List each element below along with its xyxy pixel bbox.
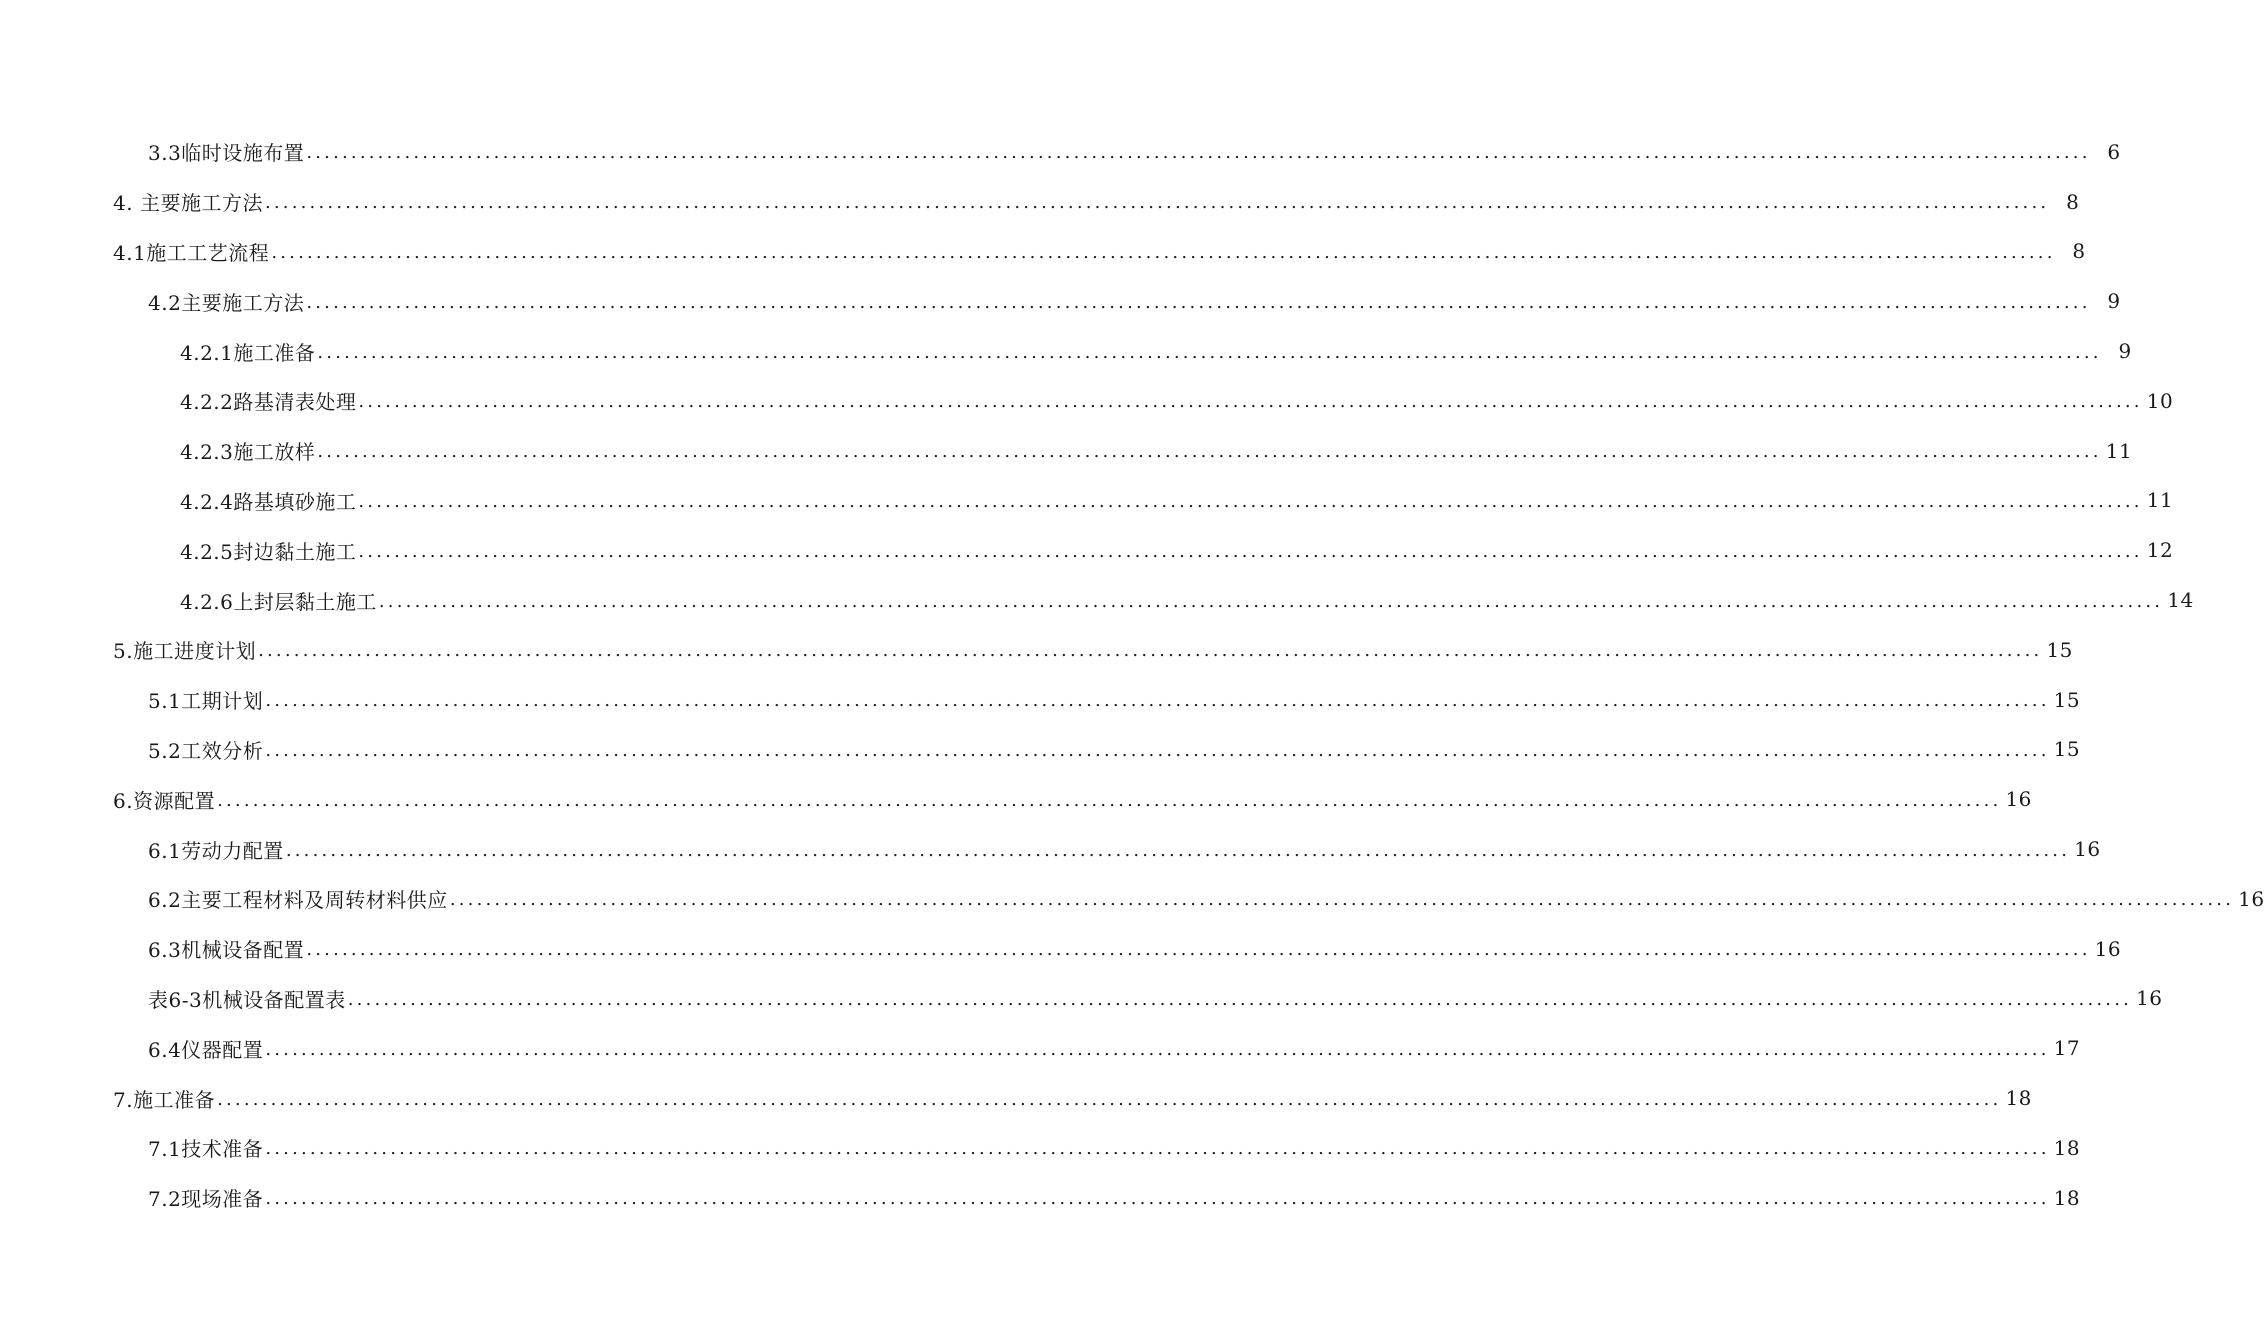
toc-page-number: 18 [2005, 1086, 2032, 1111]
toc-entry[interactable] [0, 675, 2081, 725]
toc-entry[interactable] [0, 177, 2080, 227]
toc-entry-title: 4.2.4路基填砂施工 [180, 489, 357, 514]
toc-dot-leader: ........................................................................................................................................................................................................ [306, 142, 2091, 164]
toc-dot-leader: ........................................................................................................................................................................................................ [285, 839, 2071, 861]
toc-page-number: 15 [2046, 637, 2073, 662]
toc-page-number: 16 [2094, 936, 2122, 961]
toc-page-number: 11 [2146, 488, 2174, 513]
toc-entry-title: 表6-3机械设备配置表 [148, 987, 346, 1012]
toc-entry[interactable] [0, 227, 2086, 277]
toc-dot-leader: ........................................................................................................................................................................................................ [449, 889, 2235, 911]
toc-dot-leader: ........................................................................................................................................................................................................ [358, 391, 2143, 413]
toc-entry-title: 4.2.1施工准备 [180, 340, 316, 365]
toc-entry-title: 4.2.5封边黏土施工 [180, 539, 357, 564]
toc-page-number: 16 [2136, 986, 2163, 1011]
toc-entry-title: 4.2.3施工放样 [180, 440, 316, 465]
toc-page-number: 11 [2105, 438, 2133, 463]
toc-page-number: 18 [2053, 1185, 2081, 1210]
toc-page-number: 6 [2107, 139, 2121, 164]
toc-page-number: 15 [2053, 737, 2081, 762]
toc-dot-leader: ........................................................................................................................................................................................................ [265, 1138, 2050, 1160]
toc-dot-leader: ........................................................................................................................................................................................................ [217, 789, 2002, 811]
toc-dot-leader: ........................................................................................................................................................................................................ [264, 192, 2050, 214]
toc-dot-leader: ........................................................................................................................................................................................................ [265, 690, 2050, 712]
toc-entry[interactable] [0, 824, 2101, 874]
toc-dot-leader: ........................................................................................................................................................................................................ [265, 739, 2050, 761]
toc-dot-leader: ........................................................................................................................................................................................................ [265, 1038, 2050, 1060]
toc-entry-title: 7.2现场准备 [148, 1187, 264, 1212]
toc-page-number: 8 [2072, 239, 2086, 264]
toc-entry-title: 6.2主要工程材料及周转材料供应 [148, 888, 448, 913]
toc-entry-title: 6.资源配置 [113, 788, 216, 813]
toc-dot-leader: ........................................................................................................................................................................................................ [358, 490, 2143, 512]
toc-dot-leader: ........................................................................................................................................................................................................ [378, 590, 2164, 612]
toc-entry[interactable] [0, 525, 2174, 575]
toc-entry[interactable] [0, 725, 2081, 775]
toc-entry[interactable] [0, 874, 2265, 924]
toc-page-number: 12 [2146, 538, 2174, 563]
toc-entry[interactable] [0, 575, 2194, 625]
toc-page-number: 16 [2005, 787, 2032, 812]
toc-entry-title: 5.施工进度计划 [113, 639, 257, 664]
toc-entry[interactable] [0, 276, 2121, 326]
toc-entry-title: 4.2.2路基清表处理 [180, 390, 357, 415]
toc-dot-leader: ........................................................................................................................................................................................................ [306, 939, 2091, 961]
toc-entry-title: 7.施工准备 [113, 1087, 216, 1112]
toc-entry-title: 4.2.6上封层黏土施工 [180, 589, 377, 614]
toc-entry-title: 6.3机械设备配置 [148, 938, 305, 963]
toc-dot-leader: ........................................................................................................................................................................................................ [317, 341, 2102, 363]
toc-entry[interactable] [0, 774, 2032, 824]
toc-entry-title: 4.1施工工艺流程 [113, 240, 270, 265]
toc-entry[interactable] [0, 974, 2163, 1024]
toc-dot-leader: ........................................................................................................................................................................................................ [217, 1088, 2002, 1110]
toc-dot-leader: ........................................................................................................................................................................................................ [306, 291, 2091, 313]
toc-dot-leader: ........................................................................................................................................................................................................ [317, 441, 2102, 463]
toc-entry[interactable] [0, 376, 2174, 426]
toc-page-number: 14 [2167, 588, 2194, 613]
toc-entry[interactable] [0, 924, 2122, 974]
toc-entry[interactable] [0, 326, 2132, 376]
toc-page-number: 9 [2107, 289, 2121, 314]
toc-entry[interactable] [0, 625, 2073, 675]
toc-page-number: 9 [2118, 339, 2132, 364]
toc-page-number: 8 [2066, 189, 2080, 214]
table-of-contents [0, 127, 2265, 1223]
toc-entry[interactable] [0, 1123, 2081, 1173]
toc-entry[interactable] [0, 127, 2121, 177]
toc-page-number: 16 [2074, 837, 2101, 862]
toc-page-number: 18 [2053, 1135, 2081, 1160]
toc-page-number: 16 [2238, 886, 2265, 911]
toc-entry-title: 6.4仪器配置 [148, 1037, 264, 1062]
toc-dot-leader: ........................................................................................................................................................................................................ [265, 1188, 2050, 1210]
toc-dot-leader: ........................................................................................................................................................................................................ [271, 241, 2056, 263]
toc-entry[interactable] [0, 1073, 2032, 1123]
toc-entry-title: 6.1劳动力配置 [148, 838, 284, 863]
toc-dot-leader: ........................................................................................................................................................................................................ [347, 988, 2133, 1010]
toc-page-number: 17 [2053, 1036, 2081, 1061]
toc-dot-leader: ........................................................................................................................................................................................................ [258, 640, 2043, 662]
toc-entry-title: 4. 主要施工方法 [113, 191, 263, 216]
toc-entry[interactable] [0, 476, 2174, 526]
toc-entry-title: 7.1技术准备 [148, 1137, 264, 1162]
toc-entry-title: 5.1工期计划 [148, 689, 264, 714]
toc-page-number: 15 [2053, 687, 2081, 712]
toc-entry-title: 4.2主要施工方法 [148, 290, 305, 315]
toc-entry[interactable] [0, 1173, 2081, 1223]
toc-entry[interactable] [0, 1023, 2081, 1073]
toc-dot-leader: ........................................................................................................................................................................................................ [358, 540, 2143, 562]
toc-page-number: 10 [2146, 388, 2174, 413]
toc-entry-title: 3.3临时设施布置 [148, 141, 305, 166]
toc-entry-title: 5.2工效分析 [148, 738, 264, 763]
toc-entry[interactable] [0, 426, 2133, 476]
